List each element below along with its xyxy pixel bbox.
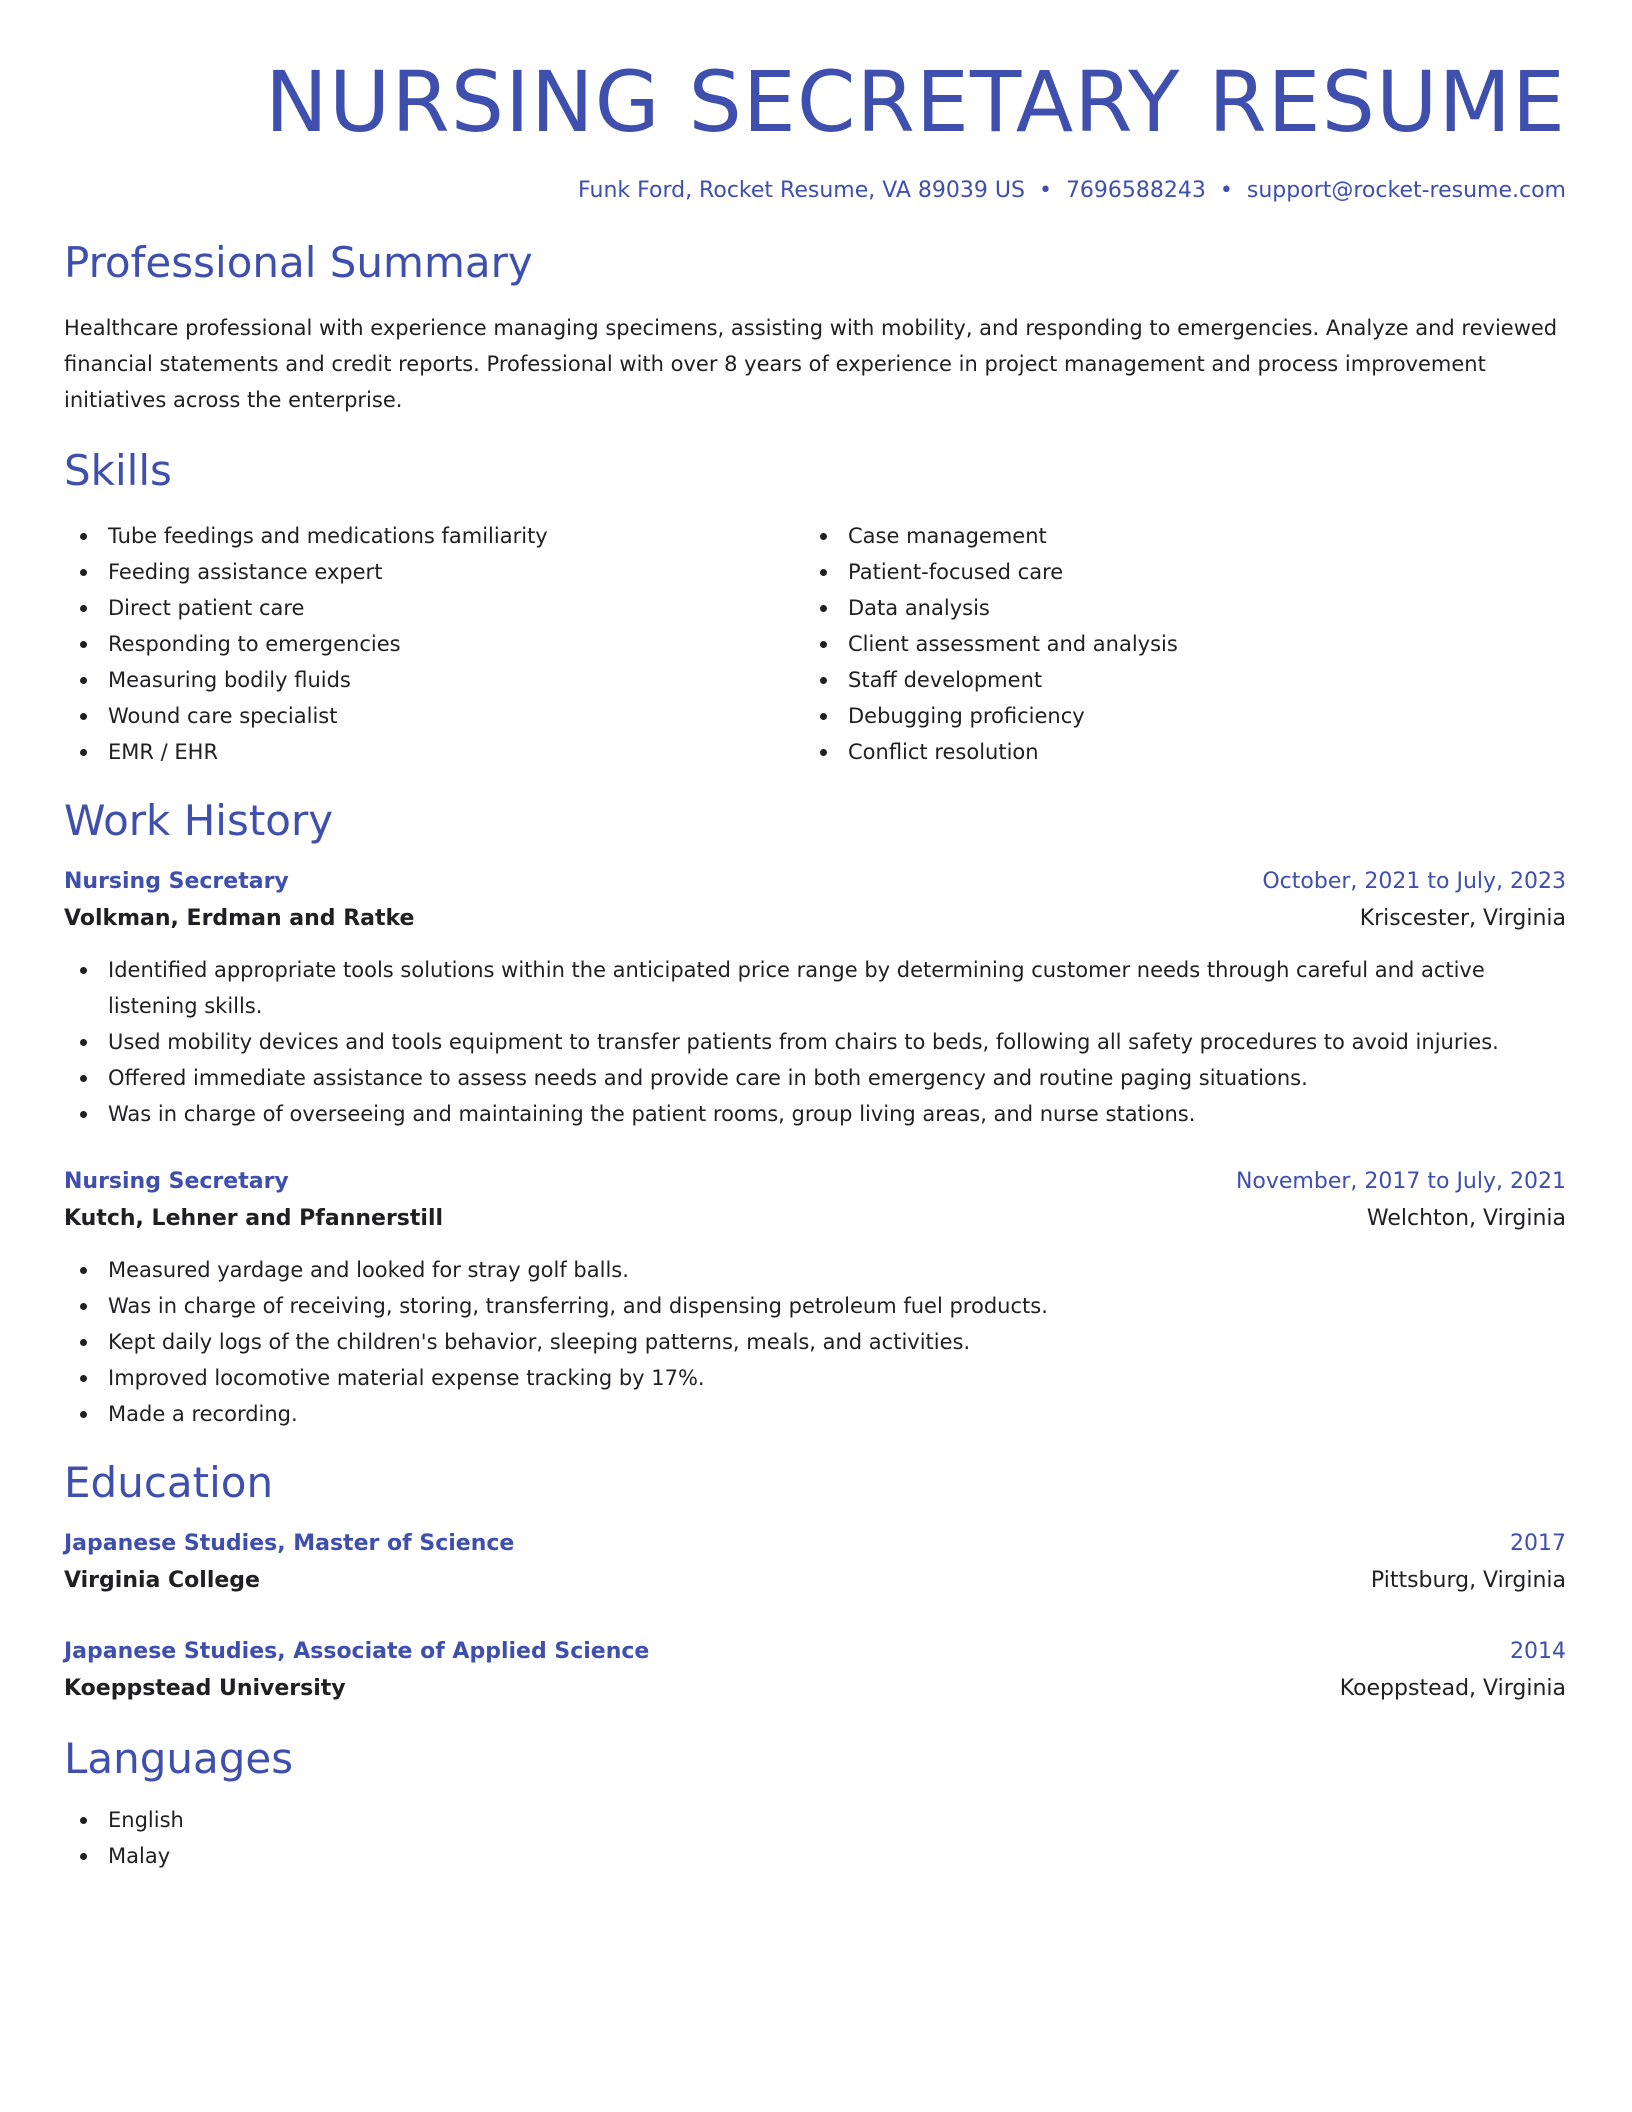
job-duty: Made a recording. bbox=[64, 1396, 1566, 1432]
skill-item: Case management bbox=[804, 518, 1544, 554]
education-degree: Japanese Studies, Master of Science bbox=[64, 1531, 515, 1556]
job-duty: Measured yardage and looked for stray golf balls. bbox=[64, 1252, 1566, 1288]
job-company-row bbox=[64, 1200, 1566, 1238]
job-duty: Offered immediate assistance to assess needs and provide care in both emergency and routine paging situations. bbox=[64, 1060, 1566, 1096]
summary-heading: Professional Summary bbox=[64, 238, 533, 287]
job-dates: October, 2021 to July, 2023 bbox=[1262, 869, 1566, 894]
education-section bbox=[64, 1456, 1566, 1708]
education-year: 2017 bbox=[1510, 1531, 1566, 1556]
skill-item: Tube feedings and medications familiarity bbox=[64, 518, 804, 554]
skill-item: Conflict resolution bbox=[804, 734, 1544, 770]
job-duty: Identified appropriate tools solutions within the anticipated price range by determining customer needs through careful and active listening skills. bbox=[64, 952, 1566, 1024]
job-duty: Kept daily logs of the children's behavior, sleeping patterns, meals, and activities. bbox=[64, 1324, 1566, 1360]
education-degree: Japanese Studies, Associate of Applied Science bbox=[64, 1639, 650, 1664]
job-entry bbox=[64, 864, 1566, 1132]
language-item: Malay bbox=[64, 1838, 1566, 1874]
job-duty: Improved locomotive material expense tracking by 17%. bbox=[64, 1360, 1566, 1396]
contact-email[interactable]: support@rocket-resume.com bbox=[1246, 178, 1566, 203]
skill-item: Measuring bodily fluids bbox=[64, 662, 804, 698]
job-location: Kriscester, Virginia bbox=[1359, 906, 1566, 931]
work-history-section bbox=[64, 794, 1566, 1432]
education-location: Koeppstead, Virginia bbox=[1339, 1676, 1566, 1701]
contact-separator: • bbox=[1219, 178, 1233, 203]
skills-heading: Skills bbox=[64, 446, 172, 495]
education-entry bbox=[64, 1634, 1566, 1708]
skill-item: Wound care specialist bbox=[64, 698, 804, 734]
job-title-row bbox=[64, 1164, 1566, 1200]
skill-item: Debugging proficiency bbox=[804, 698, 1544, 734]
skill-item: Direct patient care bbox=[64, 590, 804, 626]
skills-list-right bbox=[804, 518, 1544, 770]
education-heading: Education bbox=[64, 1458, 274, 1507]
education-entry bbox=[64, 1526, 1566, 1600]
skill-item: EMR / EHR bbox=[64, 734, 804, 770]
skill-item: Staff development bbox=[804, 662, 1544, 698]
job-duties bbox=[64, 952, 1566, 1132]
education-school-row bbox=[64, 1670, 1566, 1708]
skill-item: Client assessment and analysis bbox=[804, 626, 1544, 662]
education-school-row bbox=[64, 1562, 1566, 1600]
education-school: Koeppstead University bbox=[64, 1676, 346, 1701]
job-title-row bbox=[64, 864, 1566, 900]
contact-separator: • bbox=[1038, 178, 1052, 203]
contact-line bbox=[64, 176, 1566, 206]
languages-heading: Languages bbox=[64, 1734, 294, 1783]
skills-list-left bbox=[64, 518, 804, 770]
skill-item: Feeding assistance expert bbox=[64, 554, 804, 590]
job-company-row bbox=[64, 900, 1566, 938]
resume-title: NURSING SECRETARY RESUME bbox=[265, 53, 1566, 151]
skills-section bbox=[64, 444, 1566, 770]
contact-phone: 7696588243 bbox=[1065, 178, 1206, 203]
job-entry bbox=[64, 1164, 1566, 1432]
job-dates: November, 2017 to July, 2021 bbox=[1235, 1169, 1566, 1194]
summary-section bbox=[64, 236, 1566, 418]
job-duty: Was in charge of overseeing and maintaining the patient rooms, group living areas, and nurse stations. bbox=[64, 1096, 1566, 1132]
skill-item: Patient-focused care bbox=[804, 554, 1544, 590]
education-degree-row bbox=[64, 1634, 1566, 1670]
summary-text: Healthcare professional with experience managing specimens, assisting with mobility, and responding to emergencies. Analyze and reviewed financial statements and credit reports. Professional with over 8 years of experience in project management and process improvement initiatives across the enterprise. bbox=[64, 316, 1558, 412]
education-year: 2014 bbox=[1510, 1639, 1566, 1664]
job-company: Kutch, Lehner and Pfannerstill bbox=[64, 1206, 444, 1231]
resume-page bbox=[64, 0, 1566, 1874]
job-duties bbox=[64, 1252, 1566, 1432]
job-title: Nursing Secretary bbox=[64, 1169, 289, 1194]
language-item: English bbox=[64, 1802, 1566, 1838]
skill-item: Data analysis bbox=[804, 590, 1544, 626]
contact-address: Funk Ford, Rocket Resume, VA 89039 US bbox=[578, 178, 1025, 203]
job-duty: Was in charge of receiving, storing, transferring, and dispensing petroleum fuel products. bbox=[64, 1288, 1566, 1324]
job-company: Volkman, Erdman and Ratke bbox=[64, 906, 415, 931]
education-school: Virginia College bbox=[64, 1568, 260, 1593]
work-history-heading: Work History bbox=[64, 796, 334, 845]
skill-item: Responding to emergencies bbox=[64, 626, 804, 662]
education-degree-row bbox=[64, 1526, 1566, 1562]
job-duty: Used mobility devices and tools equipment to transfer patients from chairs to beds, following all safety procedures to avoid injuries. bbox=[64, 1024, 1566, 1060]
languages-list bbox=[64, 1802, 1566, 1874]
languages-section bbox=[64, 1732, 1566, 1874]
education-location: Pittsburg, Virginia bbox=[1370, 1568, 1566, 1593]
job-location: Welchton, Virginia bbox=[1366, 1206, 1566, 1231]
job-title: Nursing Secretary bbox=[64, 869, 289, 894]
skills-grid bbox=[64, 518, 1566, 770]
